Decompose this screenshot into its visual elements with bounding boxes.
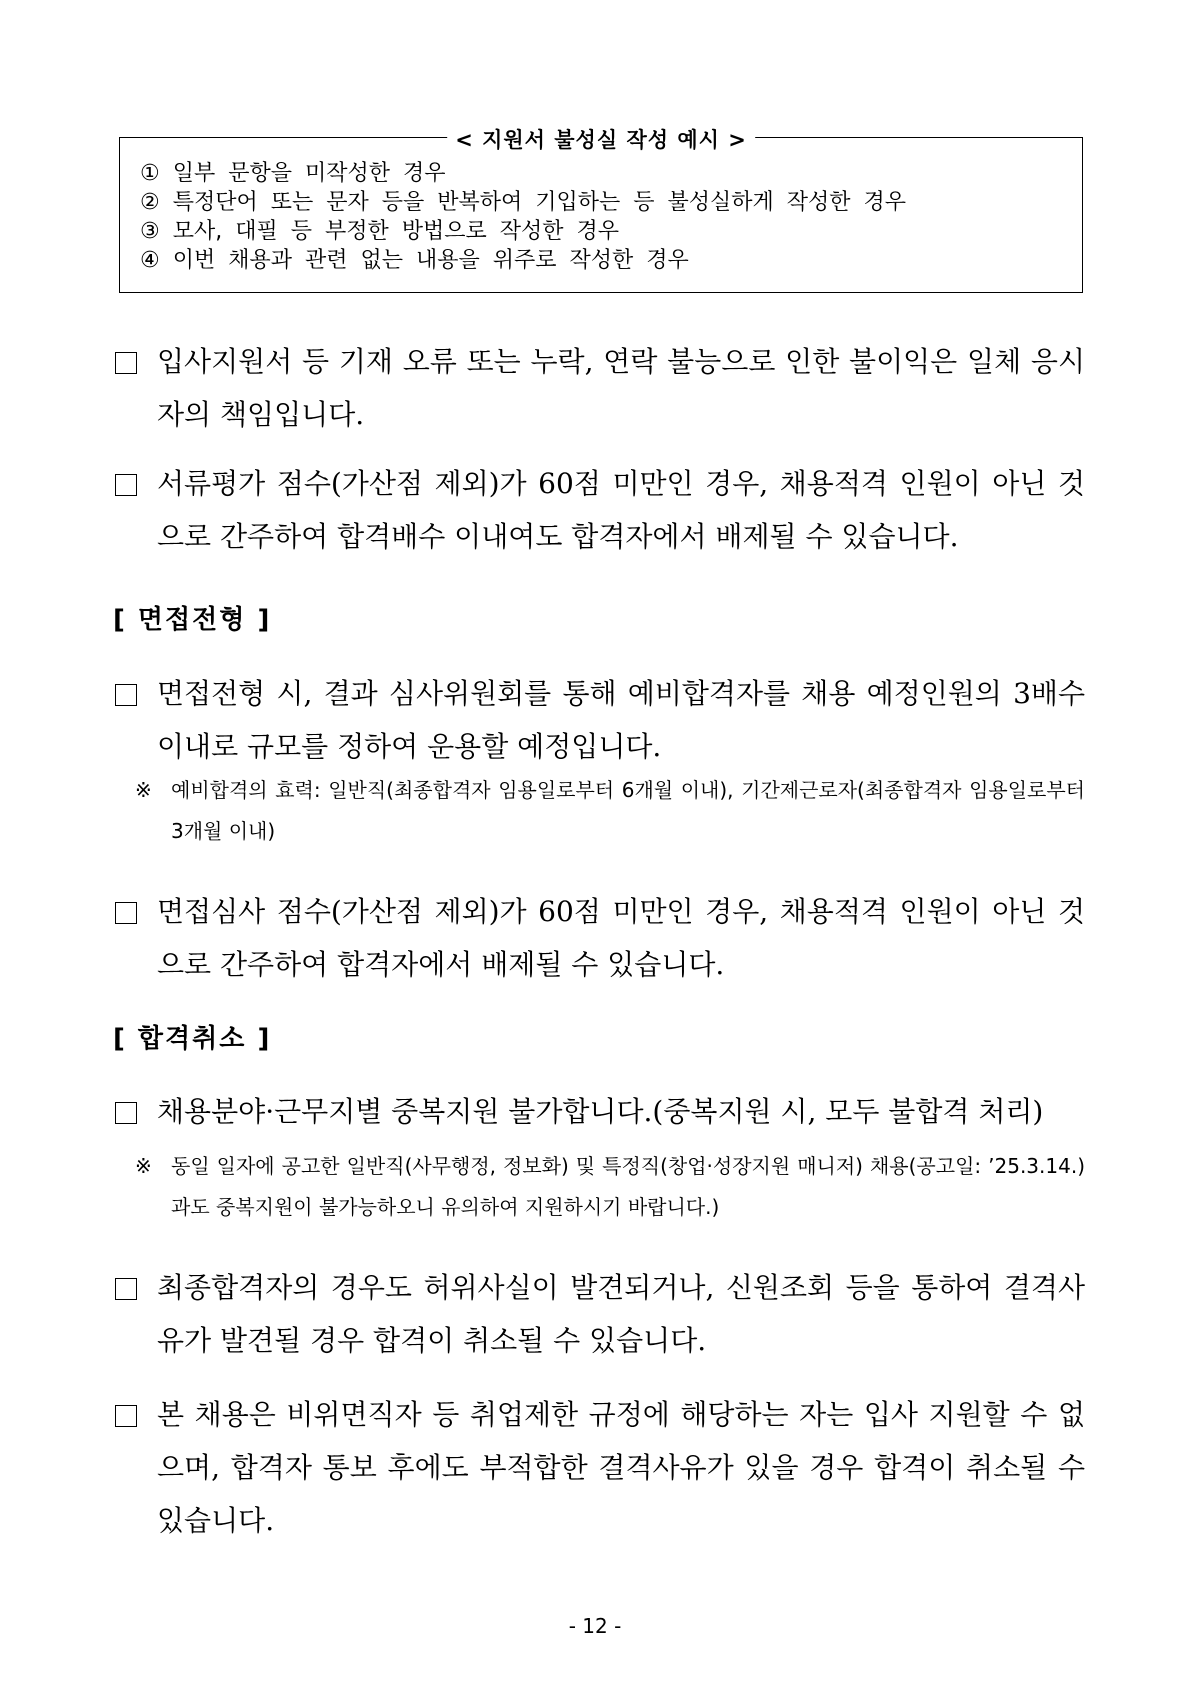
paragraph-text: 최종합격자의 경우도 허위사실이 발견되거나, 신원조회 등을 통하여 결격사유가 발견될 경우 합격이 취소될 수 있습니다.: [157, 1271, 1085, 1357]
paragraph-text: 서류평가 점수(가산점 제외)가 60점 미만인 경우, 채용적격 인원이 아닌 것으로 간주하여 합격배수 이내여도 합격자에서 배제될 수 있습니다.: [157, 467, 1085, 553]
checkbox-bullet-icon: [115, 1405, 137, 1427]
section-heading-cancel: [ 합격취소 ]: [113, 1024, 272, 1054]
example-item: ④ 이번 채용과 관련 없는 내용을 위주로 작성한 경우: [140, 248, 689, 273]
page-number: - 12 -: [568, 1614, 622, 1638]
paragraph-text: 면접심사 점수(가산점 제외)가 60점 미만인 경우, 채용적격 인원이 아닌 것으로 간주하여 합격자에서 배제될 수 있습니다.: [157, 895, 1085, 981]
example-item: ③ 모사, 대필 등 부정한 방법으로 작성한 경우: [140, 219, 619, 244]
example-box-title: < 지원서 불성실 작성 예시 >: [447, 124, 755, 154]
checkbox-bullet-icon: [115, 474, 137, 496]
checkbox-bullet-icon: [115, 902, 137, 924]
paragraph-text: 입사지원서 등 기재 오류 또는 누락, 연락 불능으로 인한 불이익은 일체 응시자의 책임입니다.: [157, 345, 1085, 431]
section-heading-interview: [ 면접전형 ]: [113, 605, 272, 635]
checkbox-bullet-icon: [115, 684, 137, 706]
example-list: [140, 159, 906, 275]
paragraph-block: [115, 337, 1085, 443]
note-block: [135, 770, 1085, 852]
checkbox-bullet-icon: [115, 1278, 137, 1300]
example-box: [119, 128, 1083, 293]
paragraph-block: [115, 669, 1085, 775]
paragraph-text: 본 채용은 비위면직자 등 취업제한 규정에 해당하는 자는 입사 지원할 수 없으며, 합격자 통보 후에도 부적합한 결격사유가 있을 경우 합격이 취소될 수 있습니다.: [157, 1398, 1085, 1537]
paragraph-block: [115, 1263, 1085, 1369]
reference-mark-icon: ※: [135, 778, 152, 802]
note-text: 예비합격의 효력: 일반직(최종합격자 임용일로부터 6개월 이내), 기간제근로자(최종합격자 임용일로부터 3개월 이내): [171, 778, 1085, 843]
paragraph-block: [115, 459, 1085, 565]
example-item: ② 특정단어 또는 문자 등을 반복하여 기입하는 등 불성실하게 작성한 경우: [140, 190, 906, 215]
paragraph-text: 면접전형 시, 결과 심사위원회를 통해 예비합격자를 채용 예정인원의 3배수 이내로 규모를 정하여 운용할 예정입니다.: [157, 677, 1085, 763]
paragraph-block: [115, 1390, 1085, 1550]
checkbox-bullet-icon: [115, 1102, 137, 1124]
note-block: [135, 1146, 1085, 1228]
paragraph-text: 채용분야·근무지별 중복지원 불가합니다.(중복지원 시, 모두 불합격 처리): [157, 1095, 1044, 1128]
example-item: ① 일부 문항을 미작성한 경우: [140, 161, 446, 186]
checkbox-bullet-icon: [115, 352, 137, 374]
reference-mark-icon: ※: [135, 1154, 152, 1178]
paragraph-block: [115, 887, 1085, 993]
paragraph-block: [115, 1087, 1085, 1140]
note-text: 동일 일자에 공고한 일반직(사무행정, 정보화) 및 특정직(창업·성장지원 매니저) 채용(공고일: ’25.3.14.)과도 중복지원이 불가능하오니 유의하여 지원하시기 바랍니다.): [171, 1154, 1085, 1219]
